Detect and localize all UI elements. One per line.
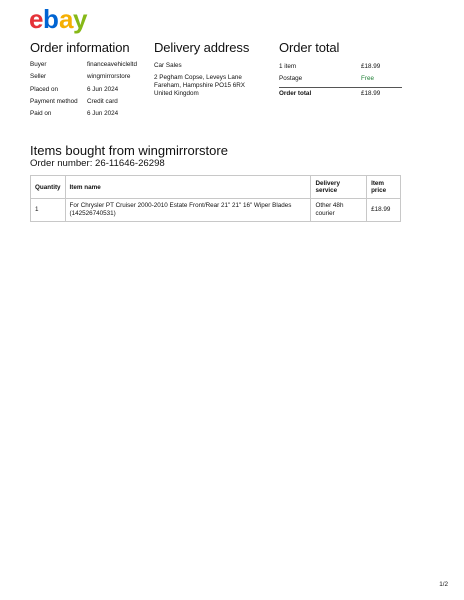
column-header-quantity: Quantity (31, 176, 66, 199)
info-label: Seller (30, 73, 47, 81)
postage-value: Free (361, 75, 374, 82)
info-value: 6 Jun 2024 (87, 110, 119, 118)
delivery-address-block (154, 62, 272, 98)
order-total-label: Order total (279, 90, 312, 97)
column-header-item-price (367, 176, 401, 199)
item-amount: £18.99 (361, 63, 381, 70)
info-label: Paid on (30, 110, 52, 118)
items-table (30, 175, 401, 222)
cell-item-name (65, 199, 311, 222)
order-information-section (30, 40, 145, 120)
info-row-paid-on (30, 108, 145, 120)
info-value: financeavehicleltd (87, 61, 138, 68)
postage-label: Postage (279, 75, 303, 82)
item-count-label: 1 item (279, 63, 297, 70)
items-section-heading: Items bought from wingmirrorstore (30, 143, 228, 158)
delivery-service-line: Other 48h (315, 202, 344, 209)
total-row-postage (279, 73, 402, 85)
total-row-order-total (279, 88, 402, 100)
items-table-header-row (31, 176, 401, 199)
column-header-item-name: Item name (65, 176, 311, 199)
order-number: Order number: 26-11646-26298 (30, 158, 165, 169)
info-value: 6 Jun 2024 (87, 85, 119, 93)
info-value: Credit card (87, 97, 118, 105)
column-header-delivery-service: Delivery service (311, 176, 367, 199)
info-label: Placed on (30, 85, 59, 93)
info-row-seller (30, 71, 145, 83)
address-line: United Kingdom (154, 90, 199, 98)
logo-letter-y: y (73, 4, 88, 34)
logo-letter-a: a (59, 4, 74, 34)
info-row-payment-method (30, 96, 145, 108)
order-total-heading: Order total (279, 40, 340, 55)
item-title: For Chrysler PT Cruiser 2000-2010 Estate Front/Rear 21" 21" 16" Wiper Blades (69, 202, 292, 209)
delivery-service-line: courier (315, 210, 335, 217)
cell-delivery-service (311, 199, 367, 222)
info-value: wingmirrorstore (87, 73, 131, 81)
page-number: 1/2 (439, 581, 448, 588)
order-total-amount: £18.99 (361, 90, 381, 97)
column-header-item-price-line: price (371, 187, 387, 194)
delivery-recipient-name: Car Sales (154, 62, 182, 69)
order-information-rows (30, 59, 145, 120)
ebay-logo (29, 3, 93, 37)
order-total-section (279, 40, 402, 100)
column-header-item-price-line: Item (371, 180, 385, 187)
delivery-address-section (154, 40, 272, 98)
address-line: 2 Pegham Copse, Leveys Lane (154, 74, 242, 82)
info-label: Buyer (30, 61, 47, 68)
ebay-logo-graphic (29, 3, 93, 37)
order-information-heading: Order information (30, 40, 130, 55)
info-row-buyer (30, 59, 145, 71)
info-row-placed-on (30, 84, 145, 96)
info-label: Payment method (30, 97, 78, 105)
total-row-items (279, 61, 402, 73)
logo-letter-b: b (43, 4, 59, 34)
logo-letter-e: e (29, 4, 42, 34)
address-line: Fareham, Hampshire PO15 6RX (154, 82, 245, 90)
cell-quantity: 1 (31, 199, 66, 222)
delivery-address-heading: Delivery address (154, 40, 250, 55)
cell-item-price: £18.99 (367, 199, 401, 222)
table-row (31, 199, 401, 222)
item-number: (142526740531) (69, 210, 116, 217)
order-total-rows (279, 61, 402, 100)
